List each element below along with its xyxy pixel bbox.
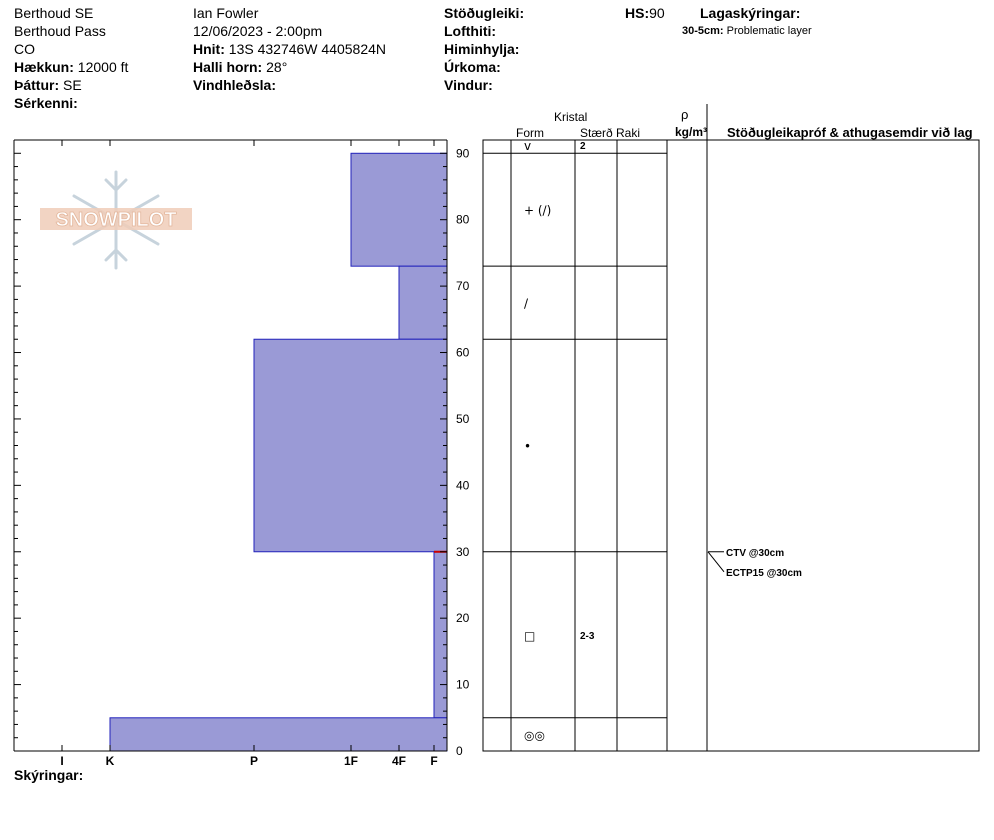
legend-label: Lagaskýringar: xyxy=(700,5,801,21)
comments-label: Skýringar: xyxy=(14,767,84,783)
grain-size: 2 xyxy=(580,140,586,152)
depth-tick-label: 60 xyxy=(456,345,470,360)
hardness-tick-label: 4F xyxy=(391,754,407,768)
tests-header: Stöðugleikapróf & athugasemdir við lag xyxy=(727,125,973,140)
hardness-bar-3 xyxy=(434,552,447,718)
hardness-layers xyxy=(110,153,447,751)
crystal-header: Kristal xyxy=(554,110,588,124)
grain-form: • xyxy=(524,439,532,454)
hardness-tick-label: P xyxy=(249,754,259,768)
slope-label: Halli horn: xyxy=(193,59,263,75)
hs-label: HS: xyxy=(625,5,650,21)
test-pointer xyxy=(708,552,724,572)
logo-text: SNOWPILOT xyxy=(55,209,177,231)
depth-tick-label: 70 xyxy=(456,279,470,294)
observation-datetime: 12/06/2023 - 2:00pm xyxy=(193,23,323,39)
hardness-tick-label: F xyxy=(430,754,438,768)
wind-label: Vindur: xyxy=(444,77,493,93)
hardness-tick-label: K xyxy=(105,754,115,768)
sky-label: Himinhylja: xyxy=(444,41,520,57)
hardness-bar-4 xyxy=(110,718,447,751)
observer-name: Ian Fowler xyxy=(193,5,259,21)
grain-form: v xyxy=(524,138,532,153)
hardness-bar-2 xyxy=(254,339,447,552)
depth-tick-label: 10 xyxy=(456,677,470,692)
stability-test-label: CTV @30cm xyxy=(726,547,785,559)
form-header: Form xyxy=(516,126,544,140)
elevation-label: Hækkun: xyxy=(14,59,74,75)
grain-form: + (/) xyxy=(524,203,552,218)
layer-note-text: Problematic layer xyxy=(726,25,812,37)
precip-label: Úrkoma: xyxy=(444,59,501,75)
density-unit: kg/m³ xyxy=(675,125,708,139)
grain-form: □ xyxy=(524,628,536,643)
hardness-tick-label: 1F xyxy=(343,754,359,768)
comments-row xyxy=(14,766,83,784)
state-name: CO xyxy=(14,41,35,57)
stability-test-label: ECTP15 @30cm xyxy=(726,567,802,579)
area-name: Berthoud Pass xyxy=(14,23,106,39)
depth-tick-label: 20 xyxy=(456,611,470,626)
depth-tick-label: 50 xyxy=(456,411,470,426)
density-symbol: ρ xyxy=(681,107,689,122)
wind-loading-label: Vindhleðsla: xyxy=(193,77,276,93)
hardness-bar-0 xyxy=(351,153,447,266)
moisture-header: Raki xyxy=(616,126,641,140)
depth-tick-label: 90 xyxy=(456,146,470,161)
stability-label: Stöðugleiki: xyxy=(444,5,525,21)
depth-tick-label: 80 xyxy=(456,212,470,227)
grain-form: ◎◎ xyxy=(524,728,545,743)
air-temp-label: Lofthiti: xyxy=(444,23,497,39)
elevation-value: 12000 ft xyxy=(77,59,129,75)
size-header: Stærð xyxy=(580,126,613,140)
location-name: Berthoud SE xyxy=(14,5,94,21)
table-frame xyxy=(483,140,979,751)
hardness-bar-1 xyxy=(399,266,447,339)
layer-table xyxy=(483,104,979,751)
grain-size: 2-3 xyxy=(580,630,595,642)
hardness-tick-label: I xyxy=(60,754,64,768)
features-label: Sérkenni: xyxy=(14,95,78,111)
aspect-value: SE xyxy=(63,77,82,93)
coords-value: 13S 432746W 4405824N xyxy=(228,41,387,57)
depth-tick-label: 40 xyxy=(456,478,470,493)
layer-note-key: 30-5cm: xyxy=(682,25,724,37)
depth-tick-label: 0 xyxy=(456,744,463,758)
hs-value: 90 xyxy=(649,5,665,21)
coords-label: Hnit: xyxy=(193,41,225,57)
depth-tick-label: 30 xyxy=(456,544,470,559)
slope-value: 28° xyxy=(266,59,288,75)
grain-form: / xyxy=(524,296,529,311)
aspect-label: Þáttur: xyxy=(14,77,60,93)
